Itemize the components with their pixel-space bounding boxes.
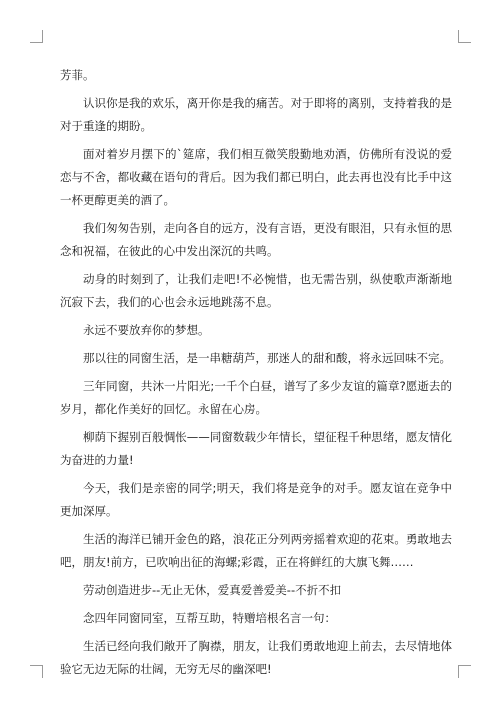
paragraph: 那以往的同窗生活，是一串糖葫芦，那迷人的甜和酸，将永远回味不完。 bbox=[83, 351, 451, 365]
paragraph: 生活的海洋已铺开金色的路，浪花正分列两旁摇着欢迎的花束。勇敢地去吧，朋友!前方，已吹响出征的海螺;彩霞，正在将鲜红的大旗飞舞…… bbox=[60, 532, 452, 569]
paragraph: 三年同窗，共沐一片阳光;一千个白昼，谱写了多少友谊的篇章?愿逝去的岁月，都化作美好的回忆。永留在心房。 bbox=[60, 379, 452, 416]
paragraph: 念四年同窗同室，互帮互助，特赠培根名言一句： bbox=[83, 611, 336, 625]
paragraph: 永远不要放弃你的梦想。 bbox=[83, 323, 210, 337]
paragraph: 动身的时刻到了，让我们走吧!不必惋惜，也无需告别，纵使歌声渐渐地沉寂下去，我们的心也会永远地跳荡不息。 bbox=[60, 272, 452, 309]
crop-mark-bottom-left bbox=[30, 665, 43, 678]
paragraph: 芳菲。 bbox=[60, 68, 95, 82]
document-body bbox=[60, 64, 452, 686]
crop-mark-top-right bbox=[458, 30, 471, 43]
paragraph: 劳动创造进步--无止无休，爱真爱善爱美--不折不扣 bbox=[83, 583, 342, 597]
paragraph: 认识你是我的欢乐，离开你是我的痛苦。对于即将的离别，支持着我的是对于重逢的期盼。 bbox=[60, 96, 452, 133]
crop-mark-bottom-right bbox=[458, 665, 471, 678]
crop-mark-top-left bbox=[30, 30, 43, 43]
paragraph: 生活已经向我们敞开了胸襟，朋友，让我们勇敢地迎上前去，去尽情地体验它无边无际的壮阔，无穷无尽的幽深吧! bbox=[60, 639, 452, 676]
paragraph: 柳荫下握别百般惆怅——同窗数载少年情长，望征程千种思绪，愿友情化为奋进的力量! bbox=[60, 430, 452, 467]
paragraph: 面对着岁月摆下的`筵席，我们相互微笑殷勤地劝酒，仿佛所有没说的爱恋与不舍，都收藏在语句的背后。因为我们都已明白，此去再也没有比手中这一杯更醇更美的酒了。 bbox=[60, 147, 452, 207]
paragraph: 我们匆匆告别，走向各自的远方，没有言语，更没有眼泪，只有永恒的思念和祝福，在彼此的心中发出深沉的共鸣。 bbox=[60, 221, 452, 258]
paragraph: 今天，我们是亲密的同学;明天，我们将是竞争的对手。愿友谊在竞争中更加深厚。 bbox=[60, 481, 452, 518]
